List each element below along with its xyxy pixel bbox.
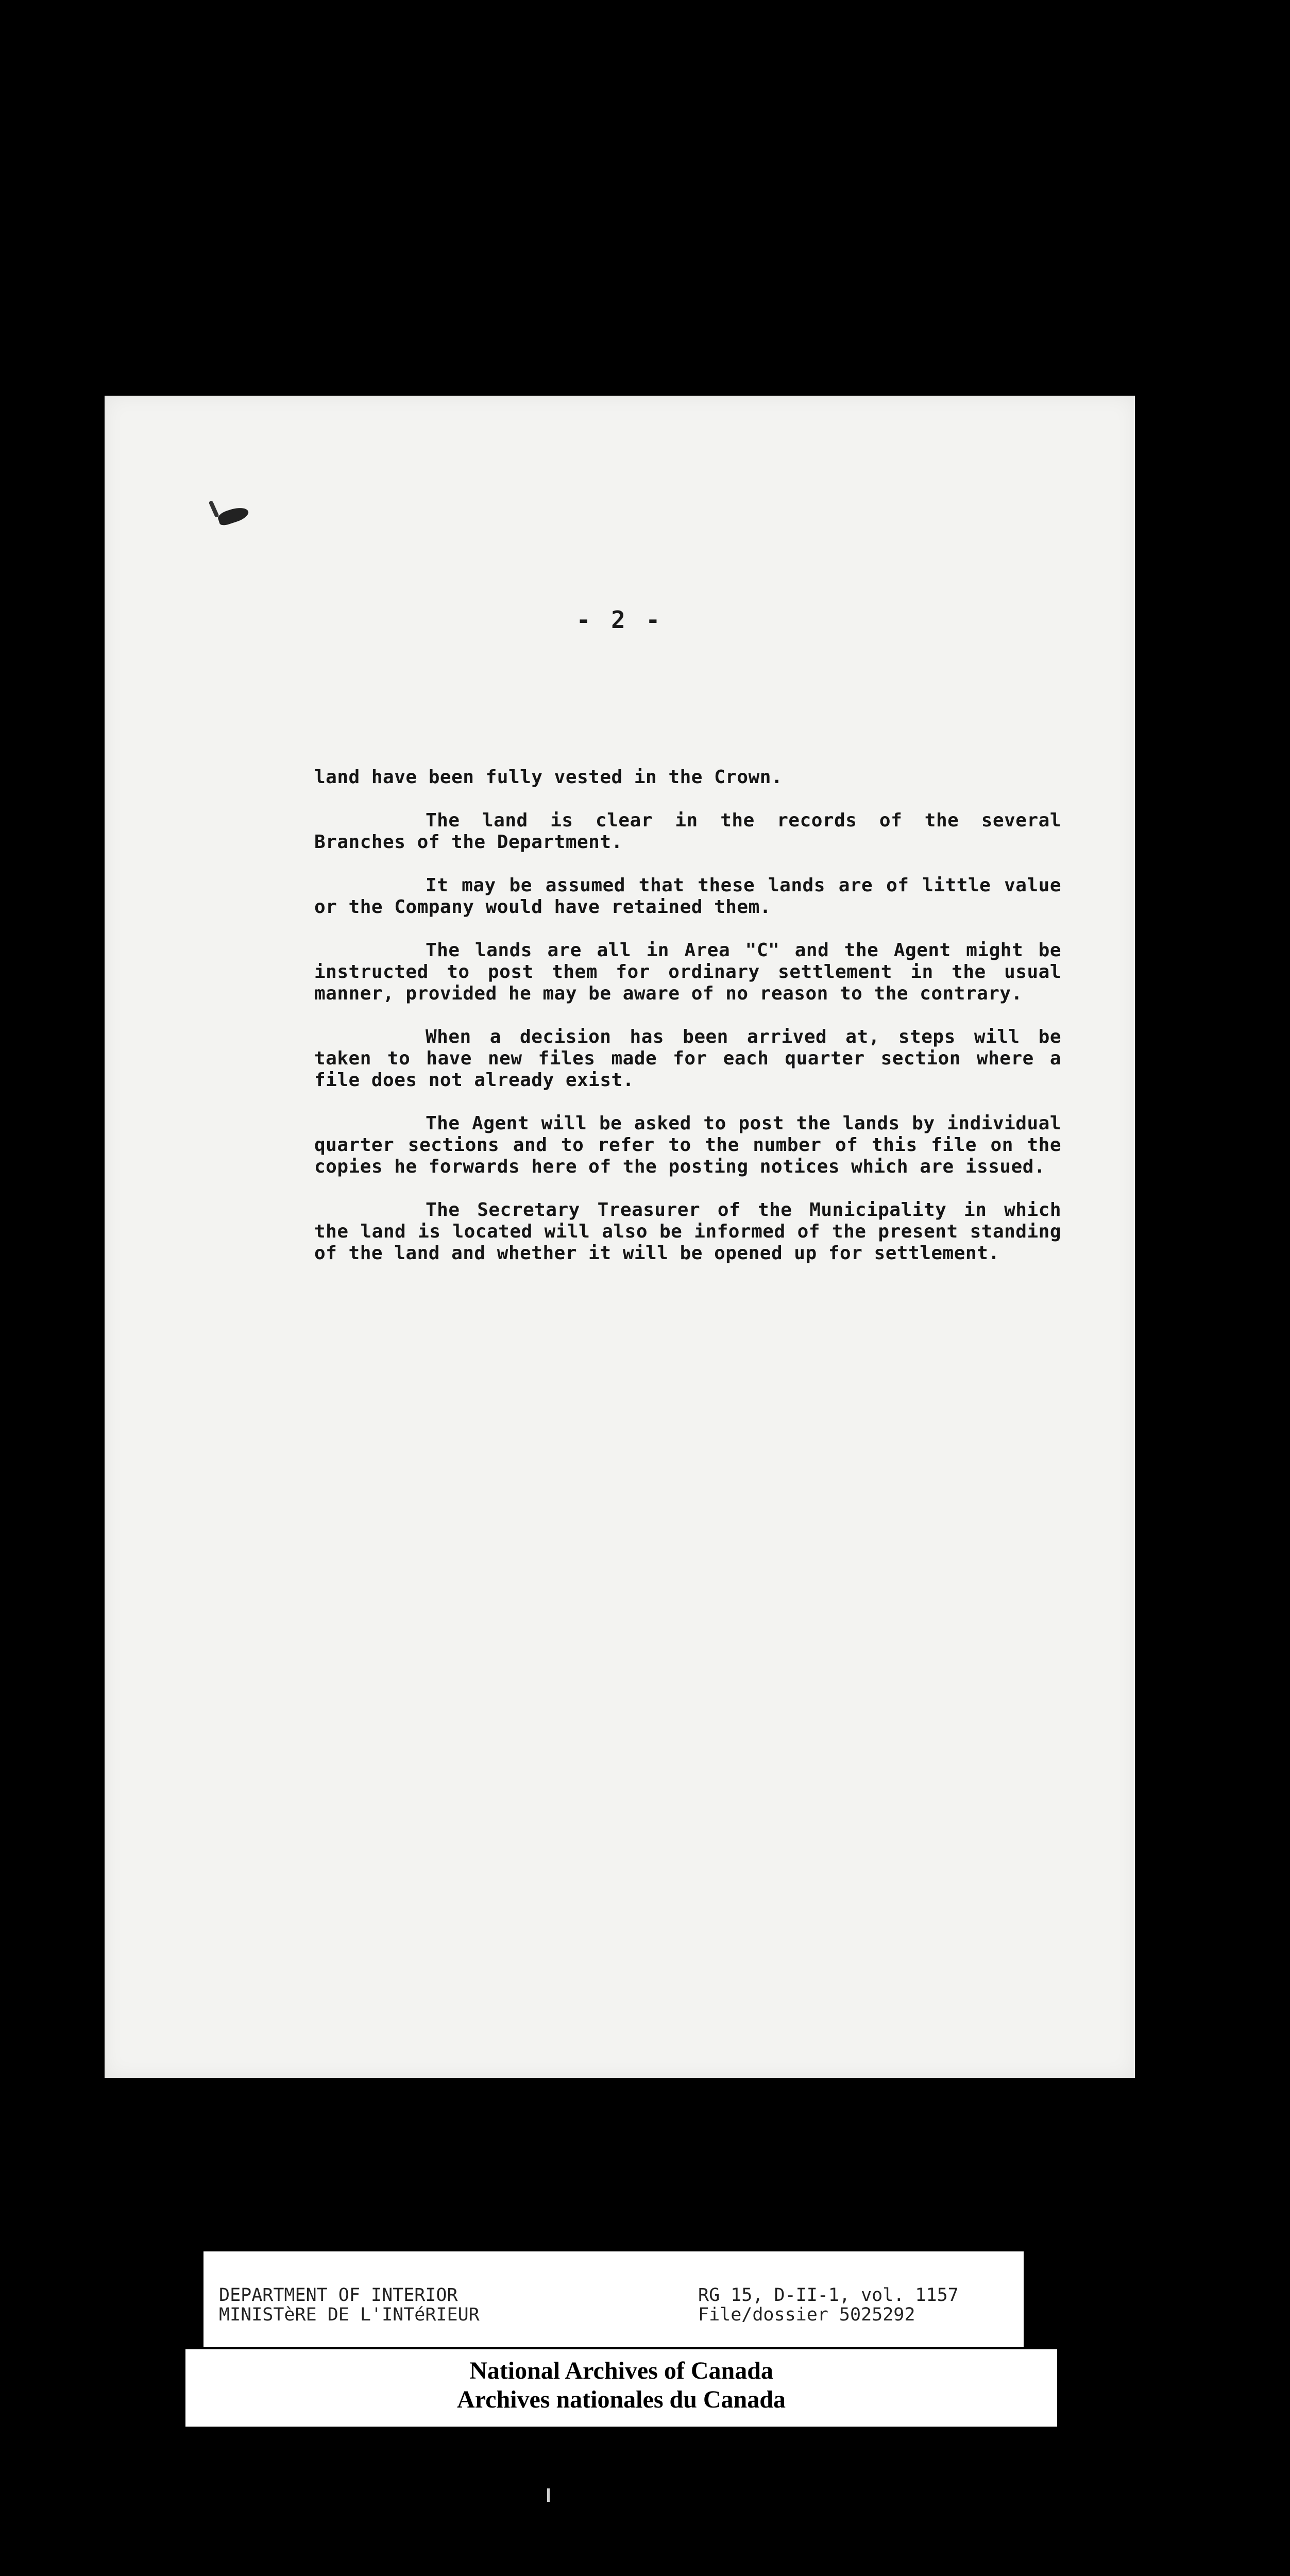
department-names xyxy=(219,2285,480,2325)
document-body xyxy=(314,767,1061,1286)
archives-name-english: National Archives of Canada xyxy=(469,2357,773,2384)
film-tick-mark xyxy=(547,2488,550,2502)
paragraph-3: It may be assumed that these lands are of little value or the Company would have retained them. xyxy=(314,875,1061,918)
department-english: DEPARTMENT OF INTERIOR xyxy=(219,2285,458,2306)
paragraph-6: The Agent will be asked to post the lands by individual quarter sections and to refer to the number of this file on the copies he forwards here of the posting notices which are issued. xyxy=(314,1113,1061,1177)
archive-label xyxy=(203,2251,1024,2347)
archives-name-french: Archives nationales du Canada xyxy=(457,2386,786,2413)
paragraph-4: The lands are all in Area "C" and the Agent might be instructed to post them for ordinary settlement in the usual manner, provided he may be aware of no reason to the contrary. xyxy=(314,940,1061,1004)
file-number: File/dossier 5025292 xyxy=(698,2304,915,2325)
record-group-reference: RG 15, D-II-1, vol. 1157 xyxy=(698,2285,959,2306)
paragraph-1: land have been fully vested in the Crown. xyxy=(314,767,783,788)
page-number: - 2 - xyxy=(576,606,664,634)
file-reference xyxy=(698,2285,959,2325)
department-french: MINISTèRE DE L'INTéRIEUR xyxy=(219,2304,480,2325)
paragraph-7: The Secretary Treasurer of the Municipality in which the land is located will also be informed of the present standing of the land and whether it will be opened up for settlement. xyxy=(314,1199,1061,1264)
archives-banner xyxy=(185,2349,1057,2427)
paragraph-2: The land is clear in the records of the several Branches of the Department. xyxy=(314,810,1061,853)
ink-blot-mark xyxy=(216,504,250,527)
document-page xyxy=(105,396,1135,2078)
paragraph-5: When a decision has been arrived at, steps will be taken to have new files made for each quarter section where a file does not already exist. xyxy=(314,1026,1061,1091)
